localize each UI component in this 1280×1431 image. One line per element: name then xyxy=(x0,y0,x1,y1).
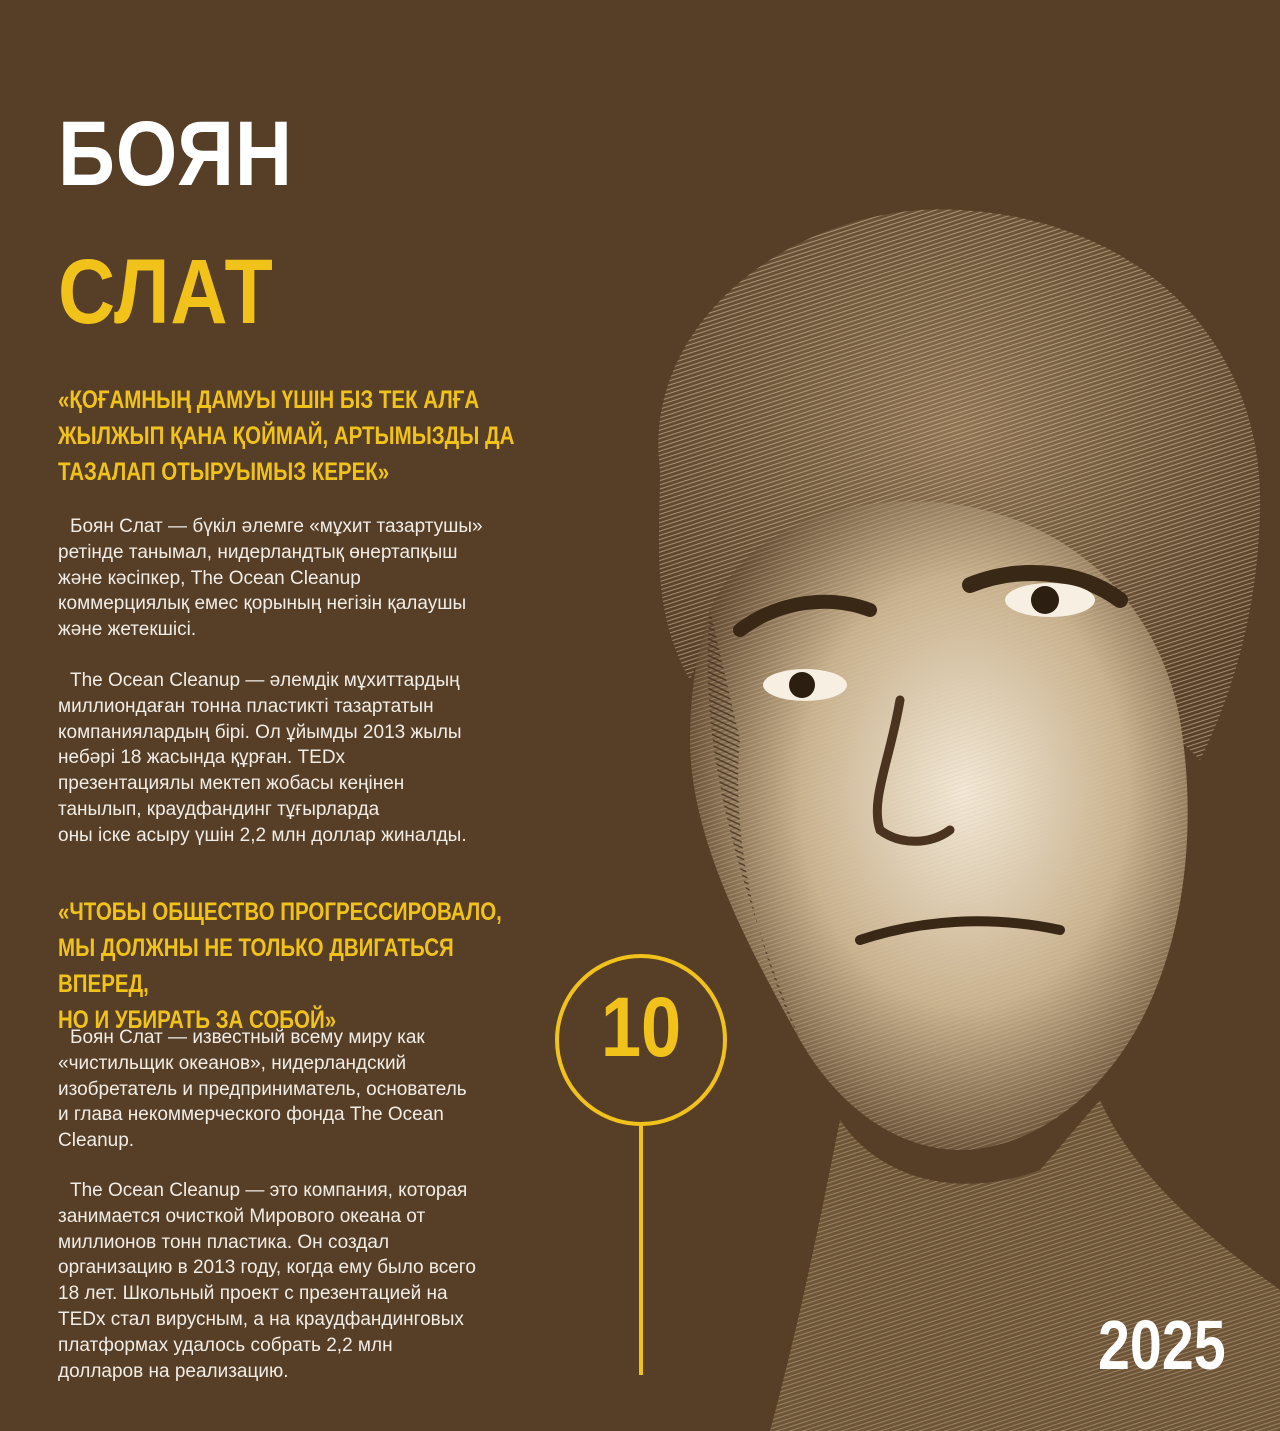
bio-kazakh-paragraph-1: Боян Слат — бүкіл әлемге «мұхит тазартушы» ретінде танымал, нидерландтық өнертапқыш және кәсіпкер, The Ocean Cleanup коммерциялық емес қорының негізін қалаушы және жетекшісі. xyxy=(58,516,483,641)
quote-kazakh: «ҚОҒАМНЫҢ ДАМУЫ ҮШІН БІЗ ТЕК АЛҒА ЖЫЛЖЫП ҚАНА ҚОЙМАЙ, АРТЫМЫЗДЫ ДА ТАЗАЛАП ОТЫРУЫМЫЗ КЕРЕК» xyxy=(58,386,515,486)
bio-russian-paragraph-2: The Ocean Cleanup — это компания, которая занимается очисткой Мирового океана от миллионов тонн пластика. Он создал организацию в 2013 году, когда ему было всего 18 лет. Школьный проект с презентацией на TEDx стал вирусным, а на краудфандинговых платформах удалось собрать 2,2 млн долларов на реализацию. xyxy=(58,1180,476,1382)
calendar-year: 2025 xyxy=(1098,1306,1226,1384)
quote-russian: «ЧТОБЫ ОБЩЕСТВО ПРОГРЕССИРОВАЛО, МЫ ДОЛЖНЫ НЕ ТОЛЬКО ДВИГАТЬСЯ ВПЕРЕД, НО И УБИРАТЬ ЗА СОБОЙ» xyxy=(58,898,502,1034)
bio-kazakh-paragraph-2: The Ocean Cleanup — әлемдік мұхиттардың миллиондаған тонна пластикті тазартатын компаниялардың бірі. Ол ұйымды 2013 жылы небәрі 18 жасында құрған. TEDx презентациялы мектеп жобасы кеңінен танылып, краудфандинг тұғырларда оны іске асыру үшін 2,2 млн доллар жиналды. xyxy=(58,670,467,846)
bio-russian-paragraph-1: Боян Слат — известный всему миру как «чистильщик океанов», нидерландский изобретатель и предприниматель, основатель и глава некоммерческого фонда The Ocean Cleanup. xyxy=(58,1027,467,1152)
title-first-name: БОЯН xyxy=(58,103,293,205)
title-last-name: СЛАТ xyxy=(58,241,274,343)
page-number: 10 xyxy=(600,980,682,1074)
